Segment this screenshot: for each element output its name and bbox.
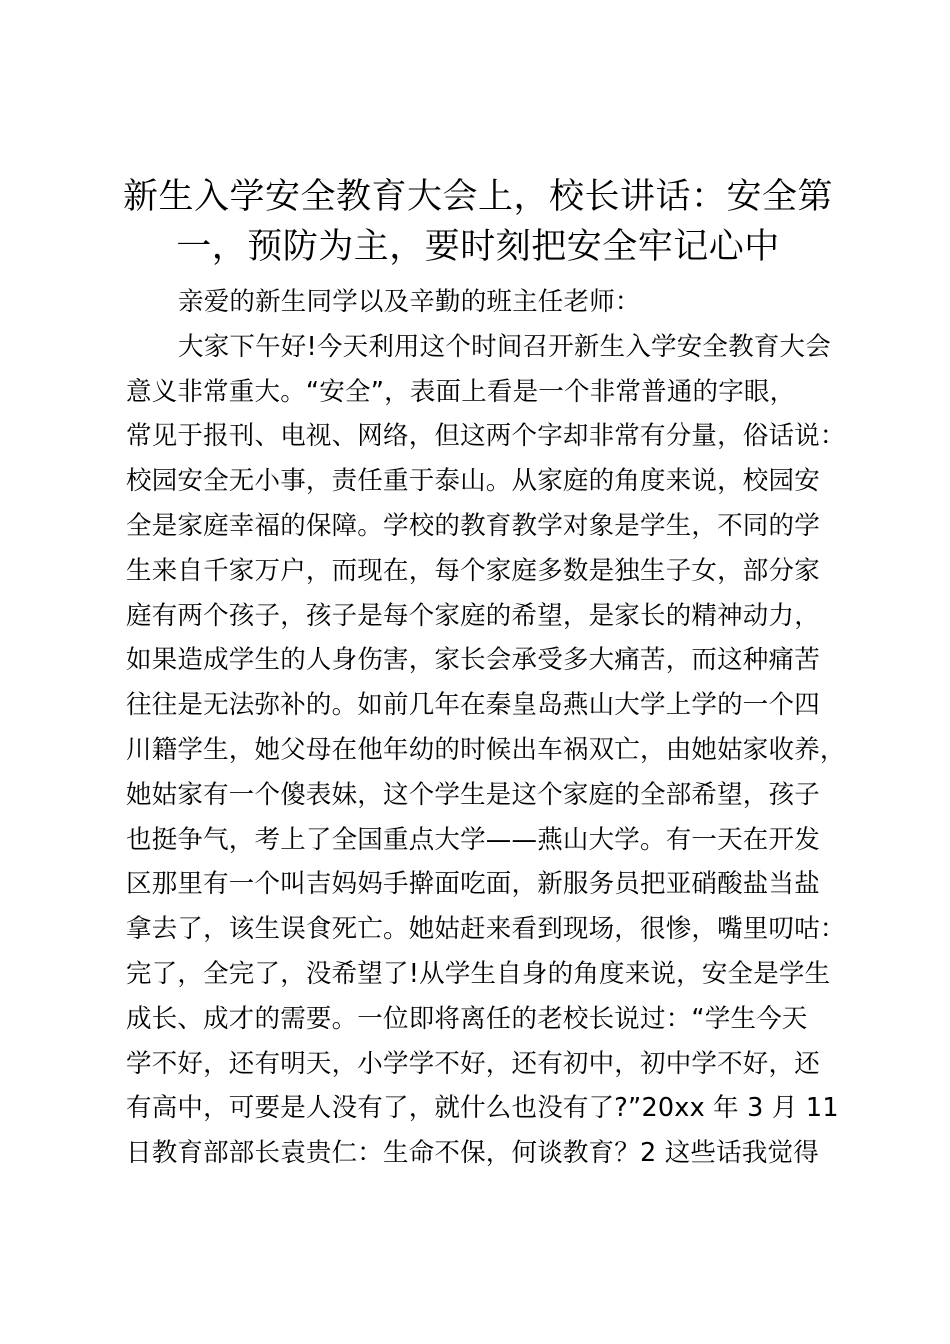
paragraph-line: 有高中，可要是人没有了，就什么也没有了?”20xx 年 3 月 11 <box>126 1093 839 1124</box>
paragraph-line: 区那里有一个叫吉妈妈手擀面吃面，新服务员把亚硝酸盐当盐 <box>126 869 820 900</box>
title-line-2: 一，预防为主，要时刻把安全牢记心中 <box>176 227 780 267</box>
document-title <box>120 172 836 272</box>
paragraph-line: 日教育部部长袁贵仁：生命不保，何谈教育？2 这些话我觉得 <box>126 1138 819 1169</box>
paragraph-line: 生来自千家万户，而现在，每个家庭多数是独生子女，部分家 <box>126 555 820 586</box>
paragraph-line: 完了，全完了，没希望了!从学生自身的角度来说，安全是学生 <box>126 958 831 989</box>
paragraph-line: 校园安全无小事，责任重于泰山。从家庭的角度来说，校园安 <box>126 466 820 497</box>
salutation: 亲爱的新生同学以及辛勤的班主任老师： <box>178 287 641 317</box>
paragraph-line: 拿去了，该生误食死亡。她姑赶来看到现场，很惨，嘴里叨咕： <box>126 914 846 945</box>
document-body <box>126 280 846 1176</box>
paragraph-line: 如果造成学生的人身伤害，家长会承受多大痛苦，而这种痛苦 <box>126 645 820 676</box>
paragraph-line: 意义非常重大。“安全”，表面上看是一个非常普通的字眼， <box>126 376 796 407</box>
paragraph-line: 往往是无法弥补的。如前几年在秦皇岛燕山大学上学的一个四 <box>126 690 820 721</box>
paragraph-line: 学不好，还有明天，小学学不好，还有初中，初中学不好，还 <box>126 1048 820 1079</box>
paragraph-line: 她姑家有一个傻表妹，这个学生是这个家庭的全部希望，孩子 <box>126 779 820 810</box>
paragraph-line: 川籍学生，她父母在他年幼的时候出车祸双亡，由她姑家收养， <box>126 734 846 765</box>
paragraph-line: 常见于报刊、电视、网络，但这两个字却非常有分量，俗话说： <box>126 421 846 452</box>
paragraph-line: 全是家庭幸福的保障。学校的教育教学对象是学生，不同的学 <box>126 510 820 541</box>
paragraph-line: 大家下午好!今天利用这个时间召开新生入学安全教育大会 <box>178 331 831 362</box>
title-line-1: 新生入学安全教育大会上，校长讲话：安全第 <box>122 177 833 217</box>
paragraph-line: 庭有两个孩子，孩子是每个家庭的希望，是家长的精神动力， <box>126 600 820 631</box>
paragraph <box>126 325 846 1176</box>
paragraph-line: 也挺争气，考上了全国重点大学——燕山大学。有一天在开发 <box>126 824 820 855</box>
paragraph-line: 成长、成才的需要。一位即将离任的老校长说过：“学生今天 <box>126 1003 808 1034</box>
